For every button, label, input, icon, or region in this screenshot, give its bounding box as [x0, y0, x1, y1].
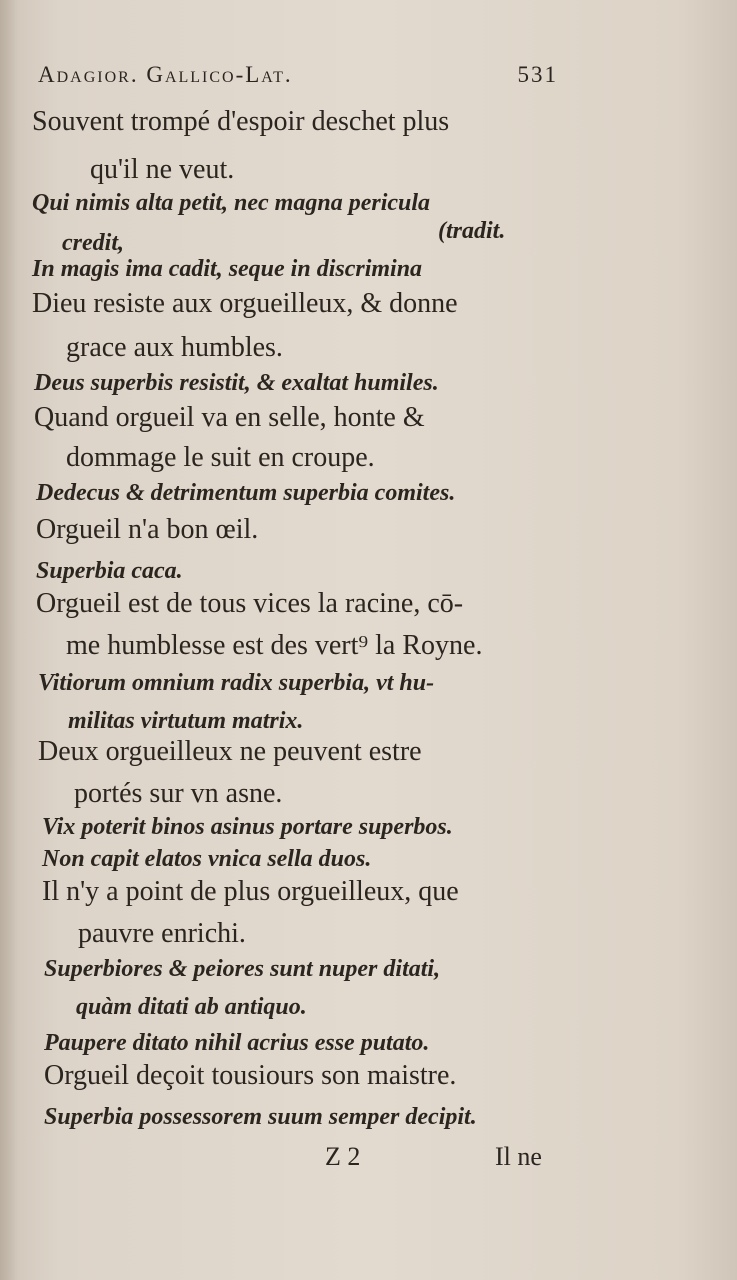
text-line: qu'il ne veut. [90, 154, 235, 185]
text-line: Non capit elatos vnica sella duos. [42, 846, 372, 872]
text-line: Quand orgueil va en selle, honte & [34, 402, 425, 433]
text-line: Paupere ditato nihil acrius esse putato. [44, 1030, 430, 1056]
page-number: 531 [517, 62, 558, 87]
text-line: Orgueil n'a bon œil. [36, 514, 259, 545]
text-line: Dieu resiste aux orgueilleux, & donne [32, 288, 458, 319]
text-line: Vitiorum omnium radix superbia, vt hu- [38, 670, 435, 696]
signature-mark: Z 2 [325, 1142, 361, 1171]
text-line: Superbia caca. [36, 558, 183, 584]
text-line: Souvent trompé d'espoir deschet plus [32, 106, 450, 137]
text-line: Dedecus & detrimentum superbia comites. [36, 480, 456, 506]
text-line: Superbia possessorem suum semper decipit. [44, 1104, 477, 1130]
text-line: Orgueil est de tous vices la racine, cō- [36, 588, 464, 619]
text-line: grace aux humbles. [66, 332, 283, 363]
text-line: Qui nimis alta petit, nec magna pericula [32, 190, 431, 216]
text-line: Deux orgueilleux ne peuvent estre [38, 736, 422, 767]
text-line: credit, [62, 230, 124, 256]
text-line: portés sur vn asne. [74, 778, 283, 809]
catchword: Il ne [495, 1142, 542, 1171]
text-line: pauvre enrichi. [78, 918, 246, 949]
text-line: In magis ima cadit, seque in discrimina [32, 256, 423, 282]
text-line: Superbiores & peiores sunt nuper ditati, [44, 956, 441, 982]
text-line: militas virtutum matrix. [68, 708, 304, 734]
text-line: me humblesse est des vert⁹ la Royne. [66, 630, 483, 661]
text-line: Orgueil deçoit tousiours son maistre. [44, 1060, 457, 1091]
text-line: Il n'y a point de plus orgueilleux, que [42, 876, 459, 907]
text-line: Deus superbis resistit, & exaltat humiles. [34, 370, 439, 396]
running-title: Adagior. Gallico-Lat. [38, 62, 293, 87]
text-line: quàm ditati ab antiquo. [76, 994, 307, 1020]
text-line: (tradit. [438, 218, 506, 244]
text-line: Vix poterit binos asinus portare superbos. [42, 814, 453, 840]
text-line: dommage le suit en croupe. [66, 442, 375, 473]
